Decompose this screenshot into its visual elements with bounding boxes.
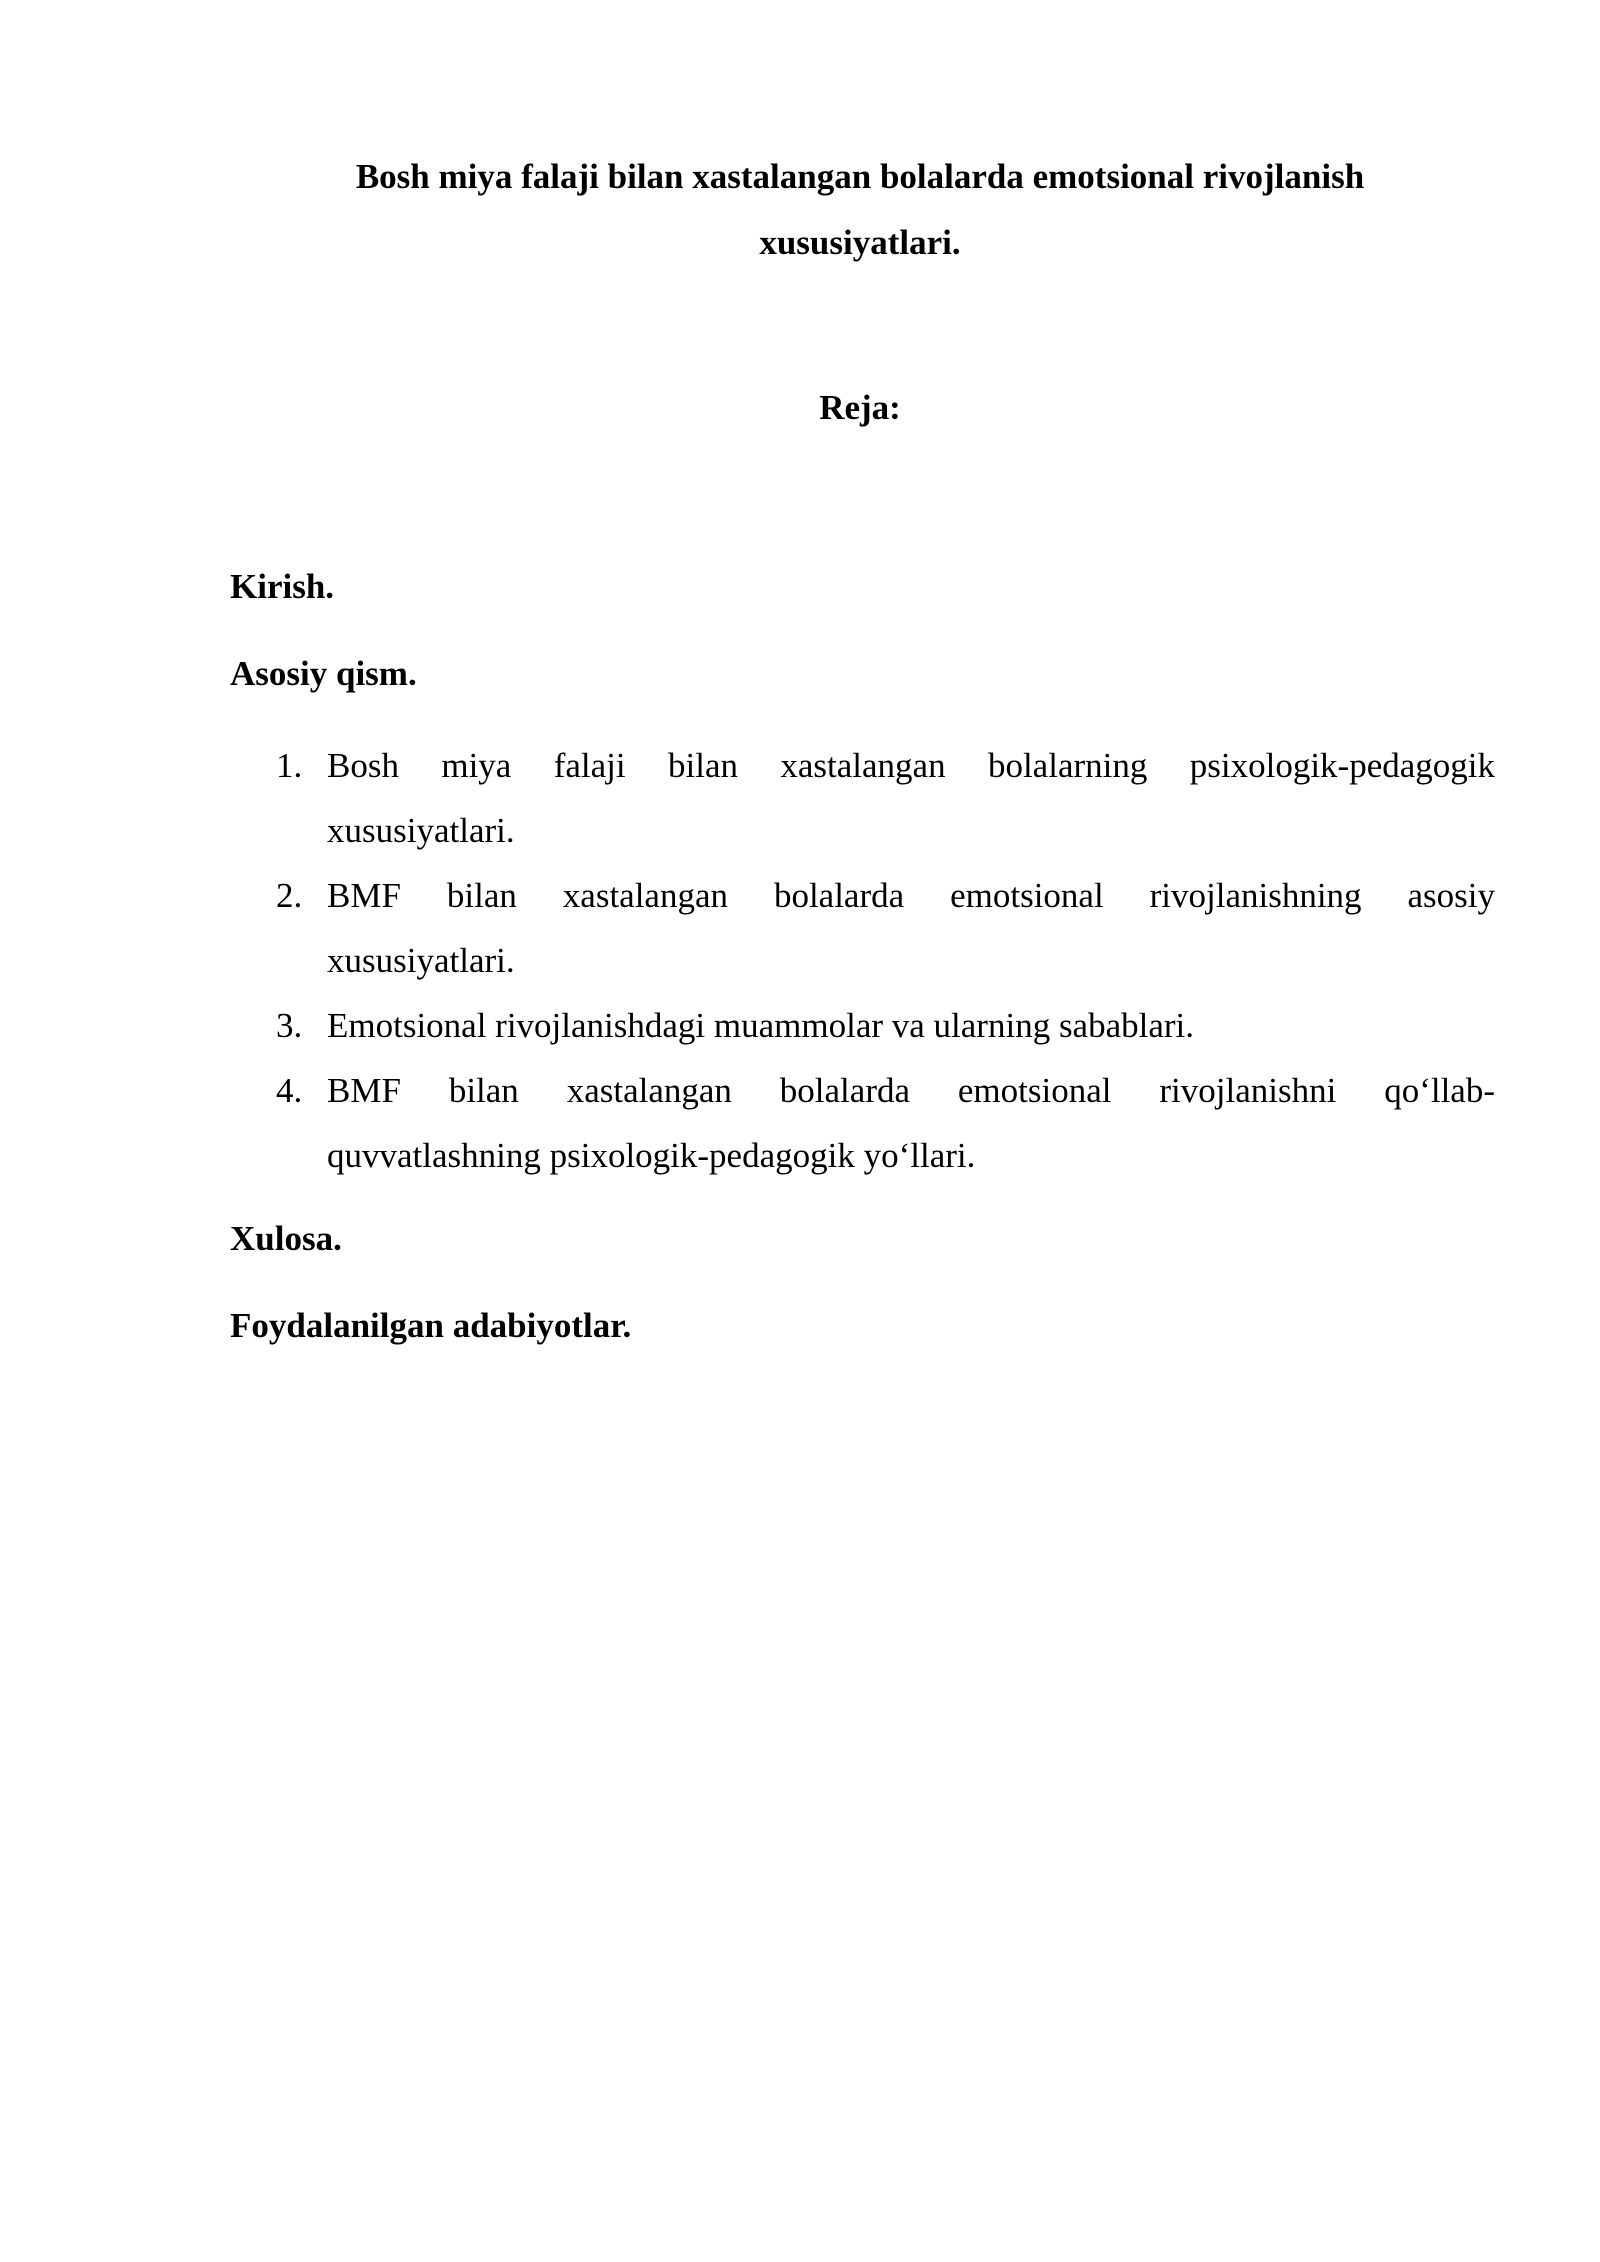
plan-heading: Reja: xyxy=(819,388,901,427)
list-item-number: 1. xyxy=(276,746,303,785)
document-title xyxy=(230,144,1490,276)
section-intro: Kirish. xyxy=(230,567,335,606)
list-item-line: xususiyatlari. xyxy=(327,811,515,850)
section-main-part: Asosiy qism. xyxy=(230,654,417,693)
list-item xyxy=(230,993,1495,1058)
list-item xyxy=(230,863,1495,993)
list-item-line: quvvatlashning psixologik-pedagogik yo‘llari. xyxy=(327,1136,976,1175)
list-item-number: 2. xyxy=(276,876,303,915)
list-item-line: xususiyatlari. xyxy=(327,941,515,980)
list-item-number: 3. xyxy=(276,1006,303,1045)
section-references: Foydalanilgan adabiyotlar. xyxy=(230,1306,632,1345)
list-item xyxy=(230,733,1495,863)
title-line-1: Bosh miya falaji bilan xastalangan bolalarda emotsional rivojlanish xyxy=(355,157,1365,196)
section-conclusion: Xulosa. xyxy=(230,1219,342,1258)
list-item xyxy=(230,1058,1495,1188)
list-item-line: BMF bilan xastalangan bolalarda emotsional rivojlanishni qo‘llab- xyxy=(327,1071,1495,1110)
list-item-line: BMF bilan xastalangan bolalarda emotsional rivojlanishning asosiy xyxy=(327,876,1495,915)
plan-list xyxy=(230,733,1495,1188)
list-item-number: 4. xyxy=(276,1071,303,1110)
list-item-line: Emotsional rivojlanishdagi muammolar va ularning sabablari. xyxy=(327,1006,1195,1045)
list-item-line: Bosh miya falaji bilan xastalangan bolalarning psixologik-pedagogik xyxy=(327,746,1495,785)
title-line-2: xususiyatlari. xyxy=(759,223,961,262)
